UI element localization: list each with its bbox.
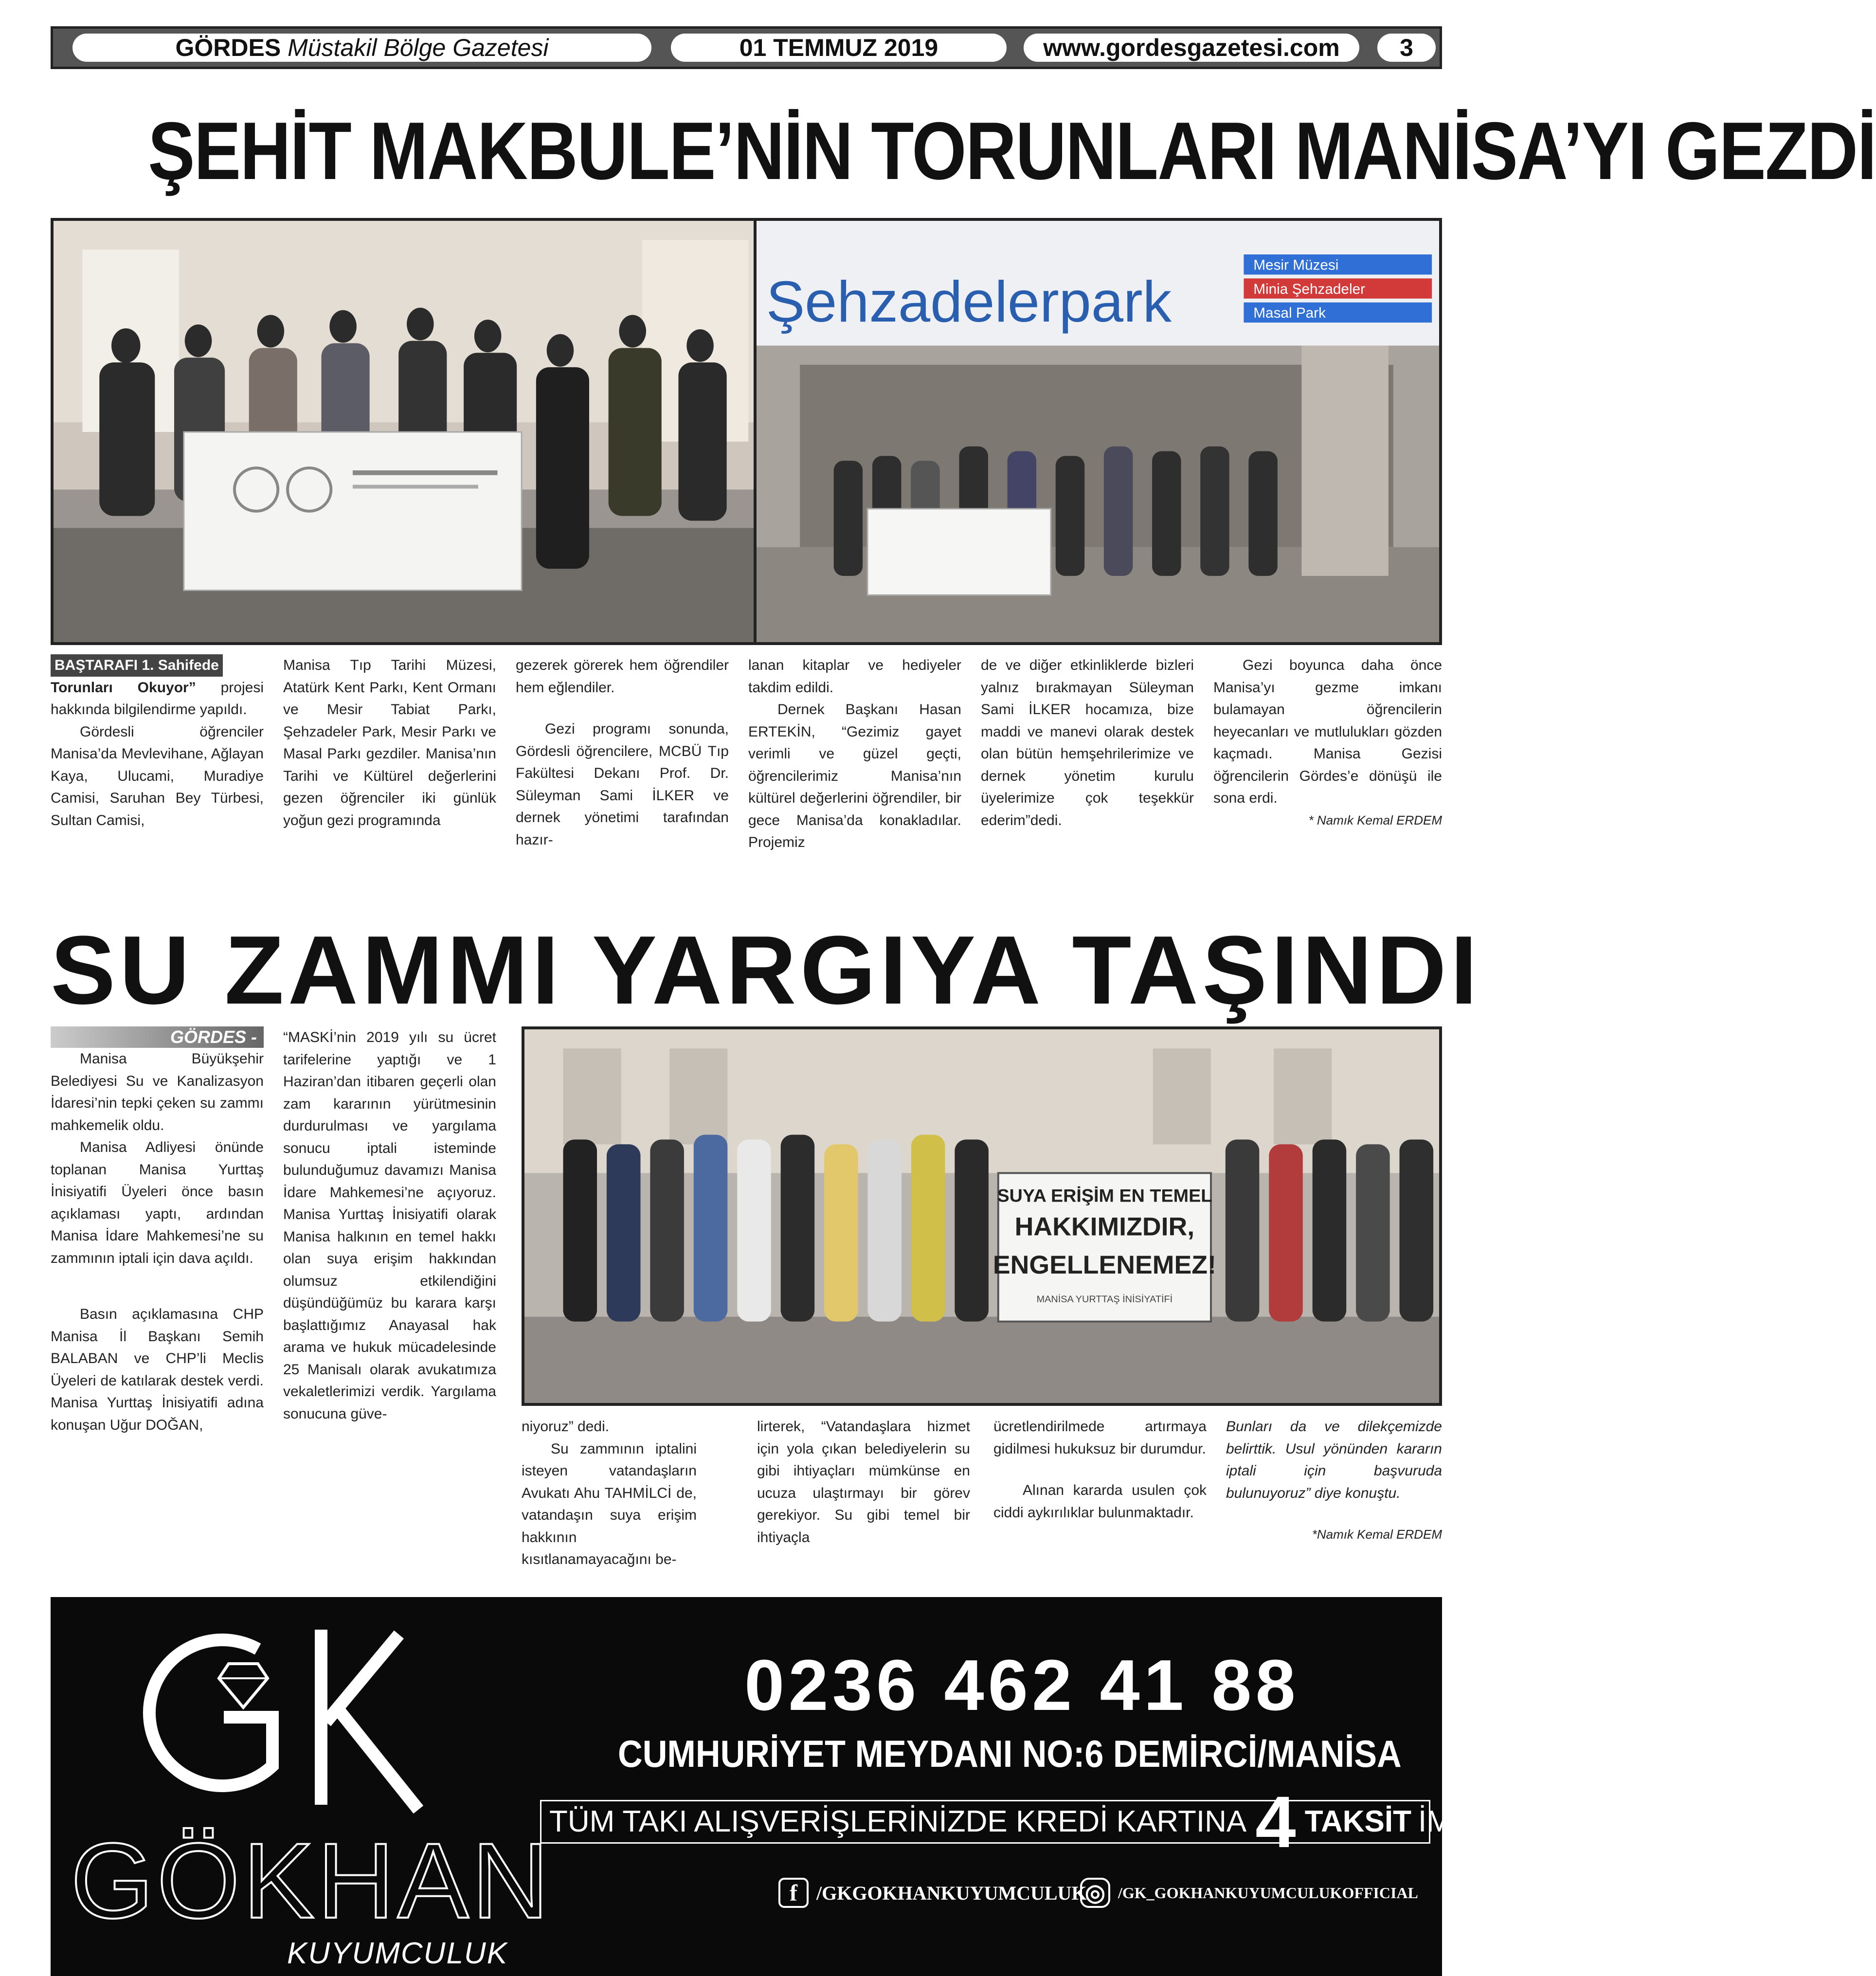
- svg-text:Masal Park: Masal Park: [1253, 305, 1326, 322]
- article2-headline: SU ZAMMI YARGIYA TAŞINDI: [51, 916, 1481, 1024]
- gk-logo-icon: [146, 1620, 438, 1814]
- article2-col4: [757, 1416, 970, 1586]
- col2-text: Manisa Tıp Tarihi Müzesi, Atatürk Kent Parkı, Kent Ormanı ve Mesir Tabiat Parkı, Şehzadeler Park, Mesir Parkı ve Masal Parkı gezdiler. Manisa’nın Tarihi ve Kültürel değerlerini gezen öğrenciler iki günlük yoğun gezi programında: [283, 657, 496, 828]
- article1-col4: [748, 654, 961, 907]
- col4-paragraph2: Dernek Başkanı Hasan ERTEKİN, “Gezimiz gayet verimli ve güzel geçti, öğrencilerimiz Manisa’nın kültürel değerlerini öğrendiler, bir gece Manisa’da konakladılar. Projemiz: [748, 701, 961, 850]
- project-name: Torunları Okuyor”: [51, 679, 196, 696]
- article1-col1: [51, 654, 264, 907]
- a2-col2-text: “MASKİ’nin 2019 yılı su ücret tarifelerine yaptığı ve 1 Haziran’dan itibaren geçerli olan zam kararının yürütmesinin durdurulması ve yargılama sonucu iptali isteminde bulunduğumuz davamızı Manisa İdare Mahkemesi’ne açıyoruz. Manisa Yurttaş İnisiyatifi olarak Manisa halkının en temel hakkı olan suya erişim hakkından olumsuz etkilendiğini düşündüğümüz bu karara karşı başlattığımız Anayasal hak arama ve hukuk mücadelesinde 25 Manisalı olarak avukatımıza vekaletlerimizi verdik. Yargılama sonucuna güve-: [283, 1029, 496, 1422]
- facebook-handle-text: /GKGOKHANKUYUMCULUK: [816, 1882, 1087, 1904]
- a2-col5-paragraph1: ücretlendirilmede artırmaya gidilmesi hukuksuz bir durumdur.: [993, 1419, 1207, 1457]
- shop-address: CUMHURİYET MEYDANI NO:6 DEMİRCİ/MANİSA: [618, 1732, 1402, 1775]
- brand-name: GÖKHAN: [71, 1821, 552, 1940]
- article2-photo-protest: [522, 1026, 1442, 1406]
- a2-col1-paragraph3: Basın açıklamasına CHP Manisa İl Başkanı Semih BALABAN ve CHP’li Meclis Üyeleri de katılarak destek verdi. Manisa Yurttaş İnisiyatifi adına konuşan Uğur DOĞAN,: [51, 1306, 264, 1433]
- article1-photo-group: [51, 218, 768, 645]
- paper-subtitle: Müstakil Bölge Gazetesi: [288, 34, 549, 61]
- masthead-bar: [51, 26, 1442, 69]
- website: www.gordesgazetesi.com: [1024, 34, 1359, 62]
- a2-col1-paragraph2: Manisa Adliyesi önünde toplanan Manisa Yurttaş İnisiyatifi Üyeleri önce basın açıklaması yaptı, ardından Manisa İdare Mahkemesi’ne su zammının iptali için dava açıldı.: [51, 1139, 264, 1266]
- article2-byline: *Namık Kemal ERDEM: [1312, 1527, 1442, 1542]
- phone-number: 0236 462 41 88: [744, 1645, 1299, 1725]
- banner-line4: MANİSA YURTTAŞ İNİSİYATİFİ: [1036, 1294, 1173, 1305]
- instagram-icon: ◎: [1080, 1878, 1110, 1908]
- location-tag: GÖRDES -: [51, 1026, 264, 1048]
- issue-date: 01 TEMMUZ 2019: [671, 34, 1007, 62]
- a2-col3-paragraph2: Su zammının iptalini isteyen vatandaşların Avukatı Ahu TAHMİLCİ de, vatandaşın suya erişim hakkının kısıtlanamayacağını be-: [522, 1440, 697, 1567]
- sign-text: Şehzadelerpark: [766, 270, 1172, 335]
- article1-col5: [981, 654, 1194, 907]
- a2-col6-text: Bunları da ve dilekçemizde belirttik. Usul yönünden kararın iptali için başvuruda bulunuyoruz” diye konuştu.: [1226, 1419, 1442, 1501]
- col6-text: Gezi boyunca daha önce Manisa’yı gezme imkanı bulamayan öğrencilerin heyecanları ve mutlulukları gözden kaçmadı. Manisa Gezisi öğrencilerin Gördes’e dönüşü ile sona erdi.: [1213, 657, 1442, 806]
- installment-banner: [540, 1781, 1522, 1863]
- a2-col4-text: lirterek, “Vatandaşlara hizmet için yola çıkan belediyelerin su gibi ihtiyaçları mümkünse en ucuza ulaştırmayı bir görev gerekiyor. Su gibi temel bir ihtiyaçla: [757, 1419, 970, 1545]
- banner-line3: ENGELLENEMEZ!: [992, 1251, 1216, 1280]
- col1-paragraph2: Gördesli öğrenciler Manisa’da Mevlevihane, Ağlayan Kaya, Ulucami, Muradiye Camisi, Saruhan Bey Türbesi, Sultan Camisi,: [51, 723, 264, 828]
- article1-col2: [283, 654, 496, 907]
- article1-col3: [516, 654, 729, 907]
- paper-name: GÖRDES: [175, 34, 281, 61]
- article2-col6: [1226, 1416, 1442, 1586]
- col3-paragraph2: Gezi programı sonunda, Gördesli öğrencilere, MCBÜ Tıp Fakültesi Dekanı Prof. Dr. Süleyman Sami İLKER ve dernek yönetimi tarafından hazır-: [516, 721, 729, 848]
- instagram-handle[interactable]: [1080, 1878, 1418, 1908]
- article1-photo-sehzadeler: [754, 218, 1442, 645]
- col3-paragraph1: gezerek görerek hem öğrendiler hem eğlendiler.: [516, 657, 729, 696]
- a2-col1-paragraph1: Manisa Büyükşehir Belediyesi Su ve Kanalizasyon İdaresi’nin tepki çeken su zammı mahkemelik oldu.: [51, 1051, 264, 1133]
- col5-text: de ve diğer etkinliklerde bizleri yalnız bırakmayan Süleyman Sami İLKER hocamıza, bize maddi ve manevi olarak destek olan bütün hemşehrilerimize ve dernek yönetim kurulu üyelerimize çok teşekkür ederim”dedi.: [981, 657, 1194, 828]
- installment-word: TAKSİT: [1304, 1805, 1411, 1838]
- brand-subtitle: KUYUMCULUK: [287, 1937, 508, 1970]
- installment-post: İMKANI: [1418, 1805, 1522, 1838]
- article1-headline: ŞEHİT MAKBULE’NİN TORUNLARI MANİSA’YI GEZDİ: [148, 105, 1876, 197]
- facebook-handle[interactable]: [778, 1878, 1087, 1908]
- facebook-icon: f: [778, 1878, 809, 1908]
- svg-text:Minia Şehzadeler: Minia Şehzadeler: [1253, 281, 1366, 297]
- instagram-handle-text: /GK_GOKHANKUYUMCULUKOFFICIAL: [1118, 1884, 1418, 1902]
- installment-number: 4: [1255, 1781, 1296, 1863]
- article1-col6: [1213, 654, 1442, 907]
- article2-col3: [522, 1416, 697, 1586]
- installment-pre: TÜM TAKI ALIŞVERİŞLERİNİZDE KREDİ KARTINA: [549, 1805, 1247, 1838]
- continued-tag: BAŞTARAFI 1. Sahifede: [51, 654, 223, 677]
- col4-paragraph1: lanan kitaplar ve hediyeler takdim edildi.: [748, 657, 961, 696]
- article2-col2: [283, 1026, 496, 1586]
- col1-text: projesi hakkında bilgilendirme yapıldı.: [51, 679, 264, 718]
- paper-name-pill: [72, 34, 651, 62]
- park-photo-image: [757, 221, 1439, 642]
- a2-col5-paragraph2: Alınan kararda usulen çok ciddi aykırılıklar bulunmaktadır.: [993, 1482, 1207, 1521]
- page-number: 3: [1377, 34, 1436, 62]
- a2-col3-paragraph1: niyoruz” dedi.: [522, 1419, 610, 1435]
- article2-col1: [51, 1026, 264, 1586]
- protest-photo-image: [524, 1029, 1439, 1403]
- banner-line1: SUYA ERİŞİM EN TEMEL: [997, 1185, 1212, 1206]
- article2-col5: [993, 1416, 1207, 1586]
- svg-text:Mesir Müzesi: Mesir Müzesi: [1253, 257, 1339, 273]
- banner-line2: HAKKIMIZDIR,: [1014, 1212, 1195, 1241]
- group-photo-image: [54, 221, 765, 642]
- article1-byline: * Namık Kemal ERDEM: [1308, 812, 1442, 827]
